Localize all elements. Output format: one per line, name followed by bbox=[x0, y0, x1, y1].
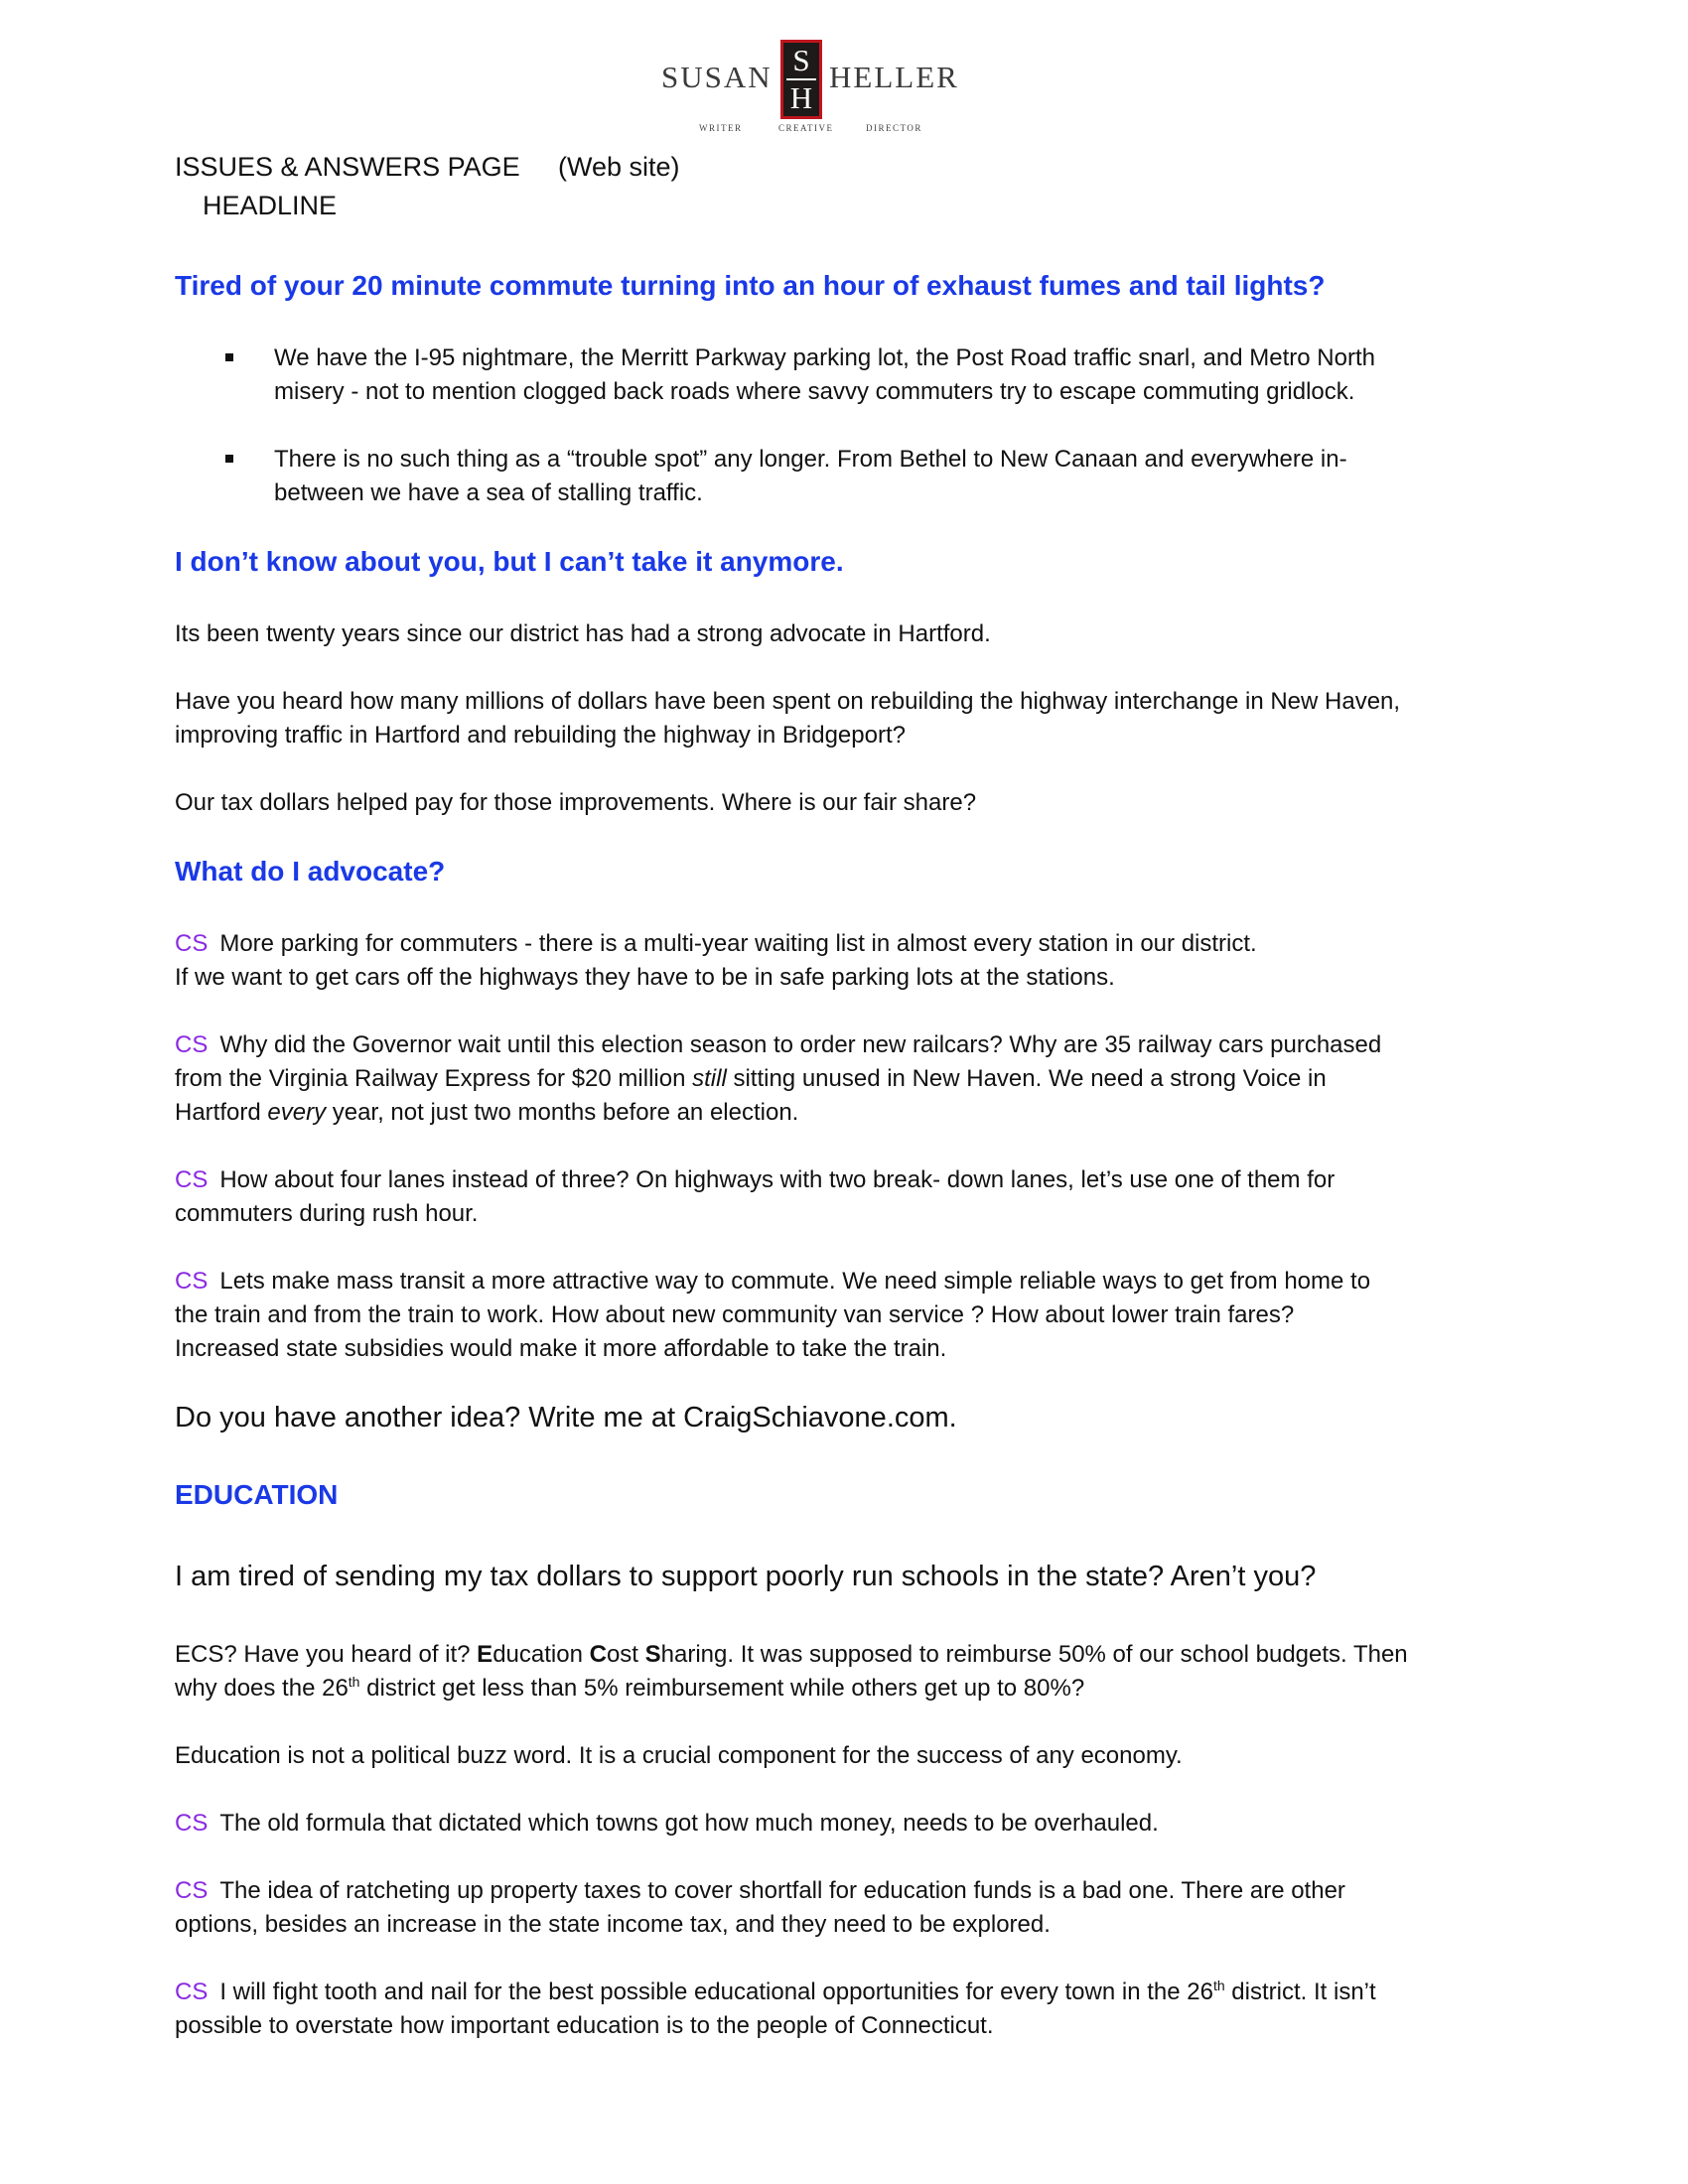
letterhead-subtitle-creative: CREATIVE bbox=[778, 123, 834, 133]
ecs-line2-b: district get less than 5% reimbursement while others get up to 80%? bbox=[359, 1675, 1085, 1702]
commute-heading: Tired of your 20 minute commute turning into an hour of exhaust fumes and tail lights? bbox=[175, 270, 1326, 301]
advocate-item-1-line1: More parking for commuters - there is a multi-year waiting list in almost every station in our district. bbox=[219, 930, 1257, 957]
education-buzz-paragraph: Education is not a political buzz word. It is a crucial component for the success of any economy. bbox=[175, 1742, 1183, 1769]
web-site-note: (Web site) bbox=[558, 152, 680, 182]
commute-bullet-1-line1: We have the I-95 nightmare, the Merritt Parkway parking lot, the Post Road traffic snarl, and Metro North bbox=[274, 344, 1375, 371]
commute-bullet-1 bbox=[274, 341, 1375, 409]
emphasis-still: still bbox=[692, 1065, 727, 1092]
ecs-bold-e: E bbox=[477, 1641, 493, 1668]
education-heading: EDUCATION bbox=[175, 1479, 339, 1510]
fed-up-paragraph-2 bbox=[175, 685, 1400, 752]
advocate-item-3-line1: How about four lanes instead of three? On highways with two break- down lanes, let’s use one of them for bbox=[219, 1166, 1336, 1193]
advocate-item-1 bbox=[175, 927, 1257, 995]
education-item-3 bbox=[175, 1976, 1376, 2043]
ecs-bold-s: S bbox=[644, 1641, 661, 1668]
advocate-item-2-line3-b: year, not just two months before an election. bbox=[326, 1099, 799, 1126]
cs-marker: CS bbox=[175, 1877, 209, 1904]
cs-marker: CS bbox=[175, 1268, 209, 1295]
advocate-item-2 bbox=[175, 1028, 1381, 1130]
education-item-3-line2: possible to overstate how important education is to the people of Connecticut. bbox=[175, 2012, 994, 2039]
bullet-marker bbox=[225, 353, 233, 361]
letterhead-last-name: HELLER bbox=[829, 60, 959, 94]
education-item-1 bbox=[175, 1807, 1159, 1841]
monogram-logo bbox=[780, 40, 822, 119]
commute-bullet-1-line2: misery - not to mention clogged back roads where savvy commuters try to escape commuting gridlock. bbox=[274, 378, 1355, 405]
advocate-item-2-line2-b: sitting unused in New Haven. We need a strong Voice in bbox=[726, 1065, 1327, 1092]
advocate-heading: What do I advocate? bbox=[175, 856, 446, 887]
call-to-action: Do you have another idea? Write me at CraigSchiavone.com. bbox=[175, 1402, 957, 1433]
ordinal-suffix: th bbox=[348, 1674, 360, 1690]
education-item-2 bbox=[175, 1874, 1345, 1942]
advocate-item-1-line2: If we want to get cars off the highways they have to be in safe parking lots at the stations. bbox=[175, 964, 1115, 991]
cs-marker: CS bbox=[175, 1166, 209, 1193]
monogram-bottom-letter: H bbox=[789, 80, 813, 115]
advocate-item-4-line1: Lets make mass transit a more attractive way to commute. We need simple reliable ways to get from home to bbox=[219, 1268, 1371, 1295]
ecs-line2-a: why does the 26 bbox=[175, 1675, 349, 1702]
page-label: ISSUES & ANSWERS PAGE bbox=[175, 152, 520, 182]
ecs-text-b: ducation bbox=[492, 1641, 590, 1668]
advocate-item-3 bbox=[175, 1163, 1335, 1231]
education-item-1-text: The old formula that dictated which towns got how much money, needs to be overhauled. bbox=[219, 1810, 1159, 1837]
education-item-2-line1: The idea of ratcheting up property taxes to cover shortfall for education funds is a bad one. There are other bbox=[219, 1877, 1345, 1904]
letterhead-subtitle-writer: WRITER bbox=[699, 123, 743, 133]
letterhead-first-name: SUSAN bbox=[661, 60, 773, 94]
letterhead-subtitle-director: DIRECTOR bbox=[866, 123, 922, 133]
cs-marker: CS bbox=[175, 1810, 209, 1837]
ecs-bold-c: C bbox=[589, 1641, 607, 1668]
cs-marker: CS bbox=[175, 1979, 209, 2005]
ecs-text-a: ECS? Have you heard of it? bbox=[175, 1641, 478, 1668]
fed-up-heading: I don’t know about you, but I can’t take it anymore. bbox=[175, 546, 844, 577]
monogram-top-letter: S bbox=[792, 43, 810, 77]
advocate-item-2-line3-a: Hartford bbox=[175, 1099, 268, 1126]
commute-bullet-2-line2: between we have a sea of stalling traffic. bbox=[274, 479, 703, 506]
cs-marker: CS bbox=[175, 1031, 209, 1058]
ecs-text-c: ost bbox=[606, 1641, 645, 1668]
education-item-3-line1-b: district. It isn’t bbox=[1224, 1979, 1376, 2005]
education-item-2-line2: options, besides an increase in the state income tax, and they need to be explored. bbox=[175, 1911, 1051, 1938]
education-item-3-line1-a: I will fight tooth and nail for the best possible educational opportunities for every town in the 26 bbox=[219, 1979, 1213, 2005]
ordinal-suffix: th bbox=[1212, 1978, 1225, 1993]
commute-bullet-2-line1: There is no such thing as a “trouble spot” any longer. From Bethel to New Canaan and everywhere in- bbox=[274, 446, 1347, 473]
fed-up-paragraph-3: Our tax dollars helped pay for those improvements. Where is our fair share? bbox=[175, 789, 977, 816]
fed-up-paragraph-2-line1: Have you heard how many millions of dollars have been spent on rebuilding the highway interchange in New Haven, bbox=[175, 688, 1401, 715]
cs-marker: CS bbox=[175, 930, 209, 957]
advocate-item-4 bbox=[175, 1265, 1370, 1366]
commute-bullet-2 bbox=[274, 443, 1347, 510]
advocate-item-4-line3: Increased state subsidies would make it more affordable to take the train. bbox=[175, 1335, 947, 1362]
advocate-item-4-line2: the train and from the train to work. How about new community van service ? How about lower train fares? bbox=[175, 1301, 1295, 1328]
fed-up-paragraph-2-line2: improving traffic in Hartford and rebuilding the highway in Bridgeport? bbox=[175, 722, 906, 749]
bullet-marker bbox=[225, 455, 233, 463]
ecs-text-d: haring. It was supposed to reimburse 50% of our school budgets. Then bbox=[660, 1641, 1408, 1668]
advocate-item-3-line2: commuters during rush hour. bbox=[175, 1200, 479, 1227]
advocate-item-2-line2-a: from the Virginia Railway Express for $20 million bbox=[175, 1065, 693, 1092]
fed-up-paragraph-1: Its been twenty years since our district has had a strong advocate in Hartford. bbox=[175, 620, 991, 647]
education-subheading: I am tired of sending my tax dollars to support poorly run schools in the state? Aren’t you? bbox=[175, 1561, 1317, 1592]
ecs-paragraph bbox=[175, 1638, 1408, 1706]
advocate-item-2-line1: Why did the Governor wait until this election season to order new railcars? Why are 35 railway cars purchased bbox=[219, 1031, 1382, 1058]
emphasis-every: every bbox=[267, 1099, 327, 1126]
headline-label: HEADLINE bbox=[203, 191, 338, 220]
